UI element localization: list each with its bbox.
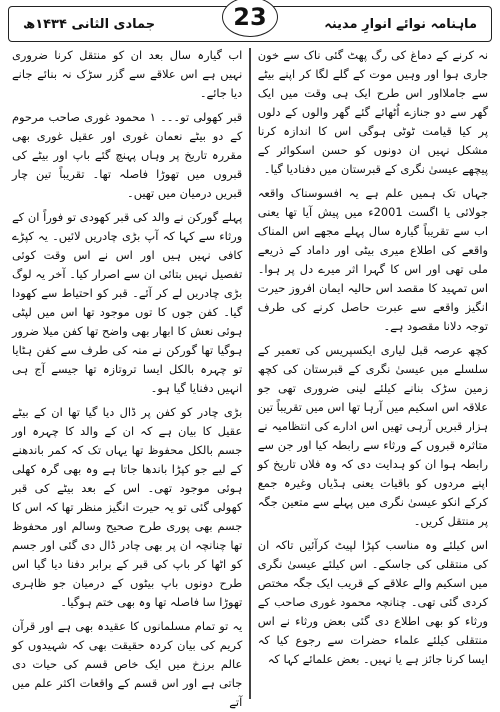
paragraph: کچھ عرصہ قبل لیاری ایکسپریس کی تعمیر کے سلسلے میں عیسیٰ نگری کے قبرستان کی کچھ زمین سڑک بنانے کیلئے لینی ضروری تھی جو علاقہ اس اسکیم میں آرہا تھا اس میں تقریباً تین ہزار قبریں آرہی تھیں اس ادارے کی انتظامیہ نے متاثرہ قبروں کے ورثاء سے رابطہ کیا اور جن سے رابطہ ہوا ان کو ہدایت دی کہ وہ فلاں تاریخ کو اپنے مردوں کو باقیات یعنی ہڈیاں وغیرہ جمع کرکے انکو عیسیٰ نگری میں پہلے سے متعین جگہ پر منتقل کریں۔	[257, 343, 488, 528]
right-column	[254, 46, 492, 701]
paragraph: بڑی چادر کو کفن پر ڈال دیا گیا تھا ان کے بیٹے عقیل کا بیان ہے کہ ان کے والد کا چہرہ اور جسم بالکل محفوظ تھا یہاں تک کہ کمر باندھنے کے لیے جو کپڑا باندھا جاتا ہے وہ بھی گرہ کھلی ہوئی موجود تھی۔ اس کے بعد بیٹے کی قبر کھولی گئی تو یہ حیرت انگیز منظر تھا کہ اس کا جسم بھی پوری طرح صحیح وسالم اور محفوظ تھا چنانچہ ان پر بھی چادر ڈال دی گئی اور جسم کو اٹھا کر باپ کی قبر کے برابر دفنا دیا گیا اس طرح دونوں باپ بیٹوں کے درمیان جو ظاہری تھوڑا سا فاصلہ تھا وہ بھی ختم ہوگیا۔	[12, 405, 243, 609]
page-number: 23	[222, 0, 278, 37]
column-divider	[249, 48, 251, 699]
left-column	[8, 46, 246, 709]
paragraph: پہلے گورکن نے والد کی قبر کھودی تو فوراً ان کے ورثاء سے کہا کہ آپ بڑی چادریں لائیں۔ یہ کپڑے کافی نہیں ہیں اور اس نے اس وقت کوئی تفصیل نہیں بتائی ان سے اصرار کیا۔ آخر یہ لوگ بڑی چادریں لے کر آئے۔ قبر کو احتیاط سے کھودا گیا۔ کفن جوں کا توں موجود تھا اس میں لپٹی ہوئی نعش کا ابھار بھی واضح تھا کفن میلا ضرور ہوگیا تھا گورکن نے منہ کی طرف سے کفن ہٹایا تو چہرہ بالکل ایسا تروتازہ تھا جیسے آج ہی انہیں دفنایا گیا ہو۔	[12, 210, 243, 395]
magazine-title: ماہنامہ نوائے انوارِ مدینہ	[324, 16, 477, 32]
article-columns	[8, 46, 492, 709]
paragraph: قبر کھولی تو۔۔۔ ۱ محمود غوری صاحب مرحوم کے دو بیٹے نعمان غوری اور عقیل غوری بھی مقررہ تاریخ پر وہاں پہنچ گئے باپ اور بیٹے کی قبروں میں تھوڑا فاصلہ تھا۔ تقریباً تین چار قبریں درمیان میں تھیں۔	[12, 110, 243, 200]
paragraph: جہاں تک ہمیں علم ہے یہ افسوسناک واقعہ جولائی یا اگست 2001ء میں پیش آیا تھا یعنی اب سے تقریباً گیارہ سال پہلے مجھے اس المناک واقعے کی اطلاع میری بیٹی اور داماد کے ذریعے ملی تھی اور اس کا گہرا اثر میرے دل پر ہوا۔ اس تمہید کا مقصد اس حالیہ ایمان افروز حیرت انگیز واقعے سے عبرت حاصل کرنے کی طرف توجہ دلانا مقصود ہے۔	[257, 186, 488, 333]
paragraph: اس کیلئے وہ مناسب کپڑا لپیٹ کرآئیں تاکہ ان کی منتقلی کی جاسکے۔ اس کیلئے عیسیٰ نگری میں اسکیم والے علاقے کے قریب ایک جگہ مختص کردی گئی تھی۔ چنانچہ محمود غوری صاحب کے ورثاء کو بھی اطلاع دی گئی بعض ورثاء نے اس منتقلی کیلئے علماء حضرات سے رجوع کیا کہ ایسا کرنا جائز ہے یا نہیں۔ بعض علمائے کہا کہ	[257, 538, 488, 666]
paragraph: نہ کرنے کے دماغ کی رگ پھٹ گئی ناک سے خون جاری ہوا اور وہیں موت کے گلے لگا کر اپنے بیٹے سے جاملااور اس طرح ایک ہی وقت میں ایک گھر سے دو جنازے اُٹھائے گئے گھر والوں کے دلوں پر کیا قیامت ٹوٹی ہوگی اس کا اندازہ کرنا مشکل نہیں ان دونوں کو حسن اسکوائر کے پیچھے عیسیٰ نگری کے قبرستان میں دفنادیا گیا۔	[257, 48, 488, 176]
paragraph: یہ تو تمام مسلمانوں کا عقیدہ بھی ہے اور قرآن کریم کی بیان کردہ حقیقت بھی کہ شہیدوں کو عالم برزخ میں ایک خاص قسم کی حیات دی جاتی ہے اور اس قسم کے واقعات اکثر علم میں آتے	[12, 619, 243, 709]
paragraph: اب گیارہ سال بعد ان کو منتقل کرنا ضروری نہیں ہے اس علاقے سے گزر سڑک نہ بنائے جانے دیا جائے۔	[12, 48, 243, 100]
issue-date: جمادی الثانی ۱۴۳۴ھ	[23, 16, 156, 32]
